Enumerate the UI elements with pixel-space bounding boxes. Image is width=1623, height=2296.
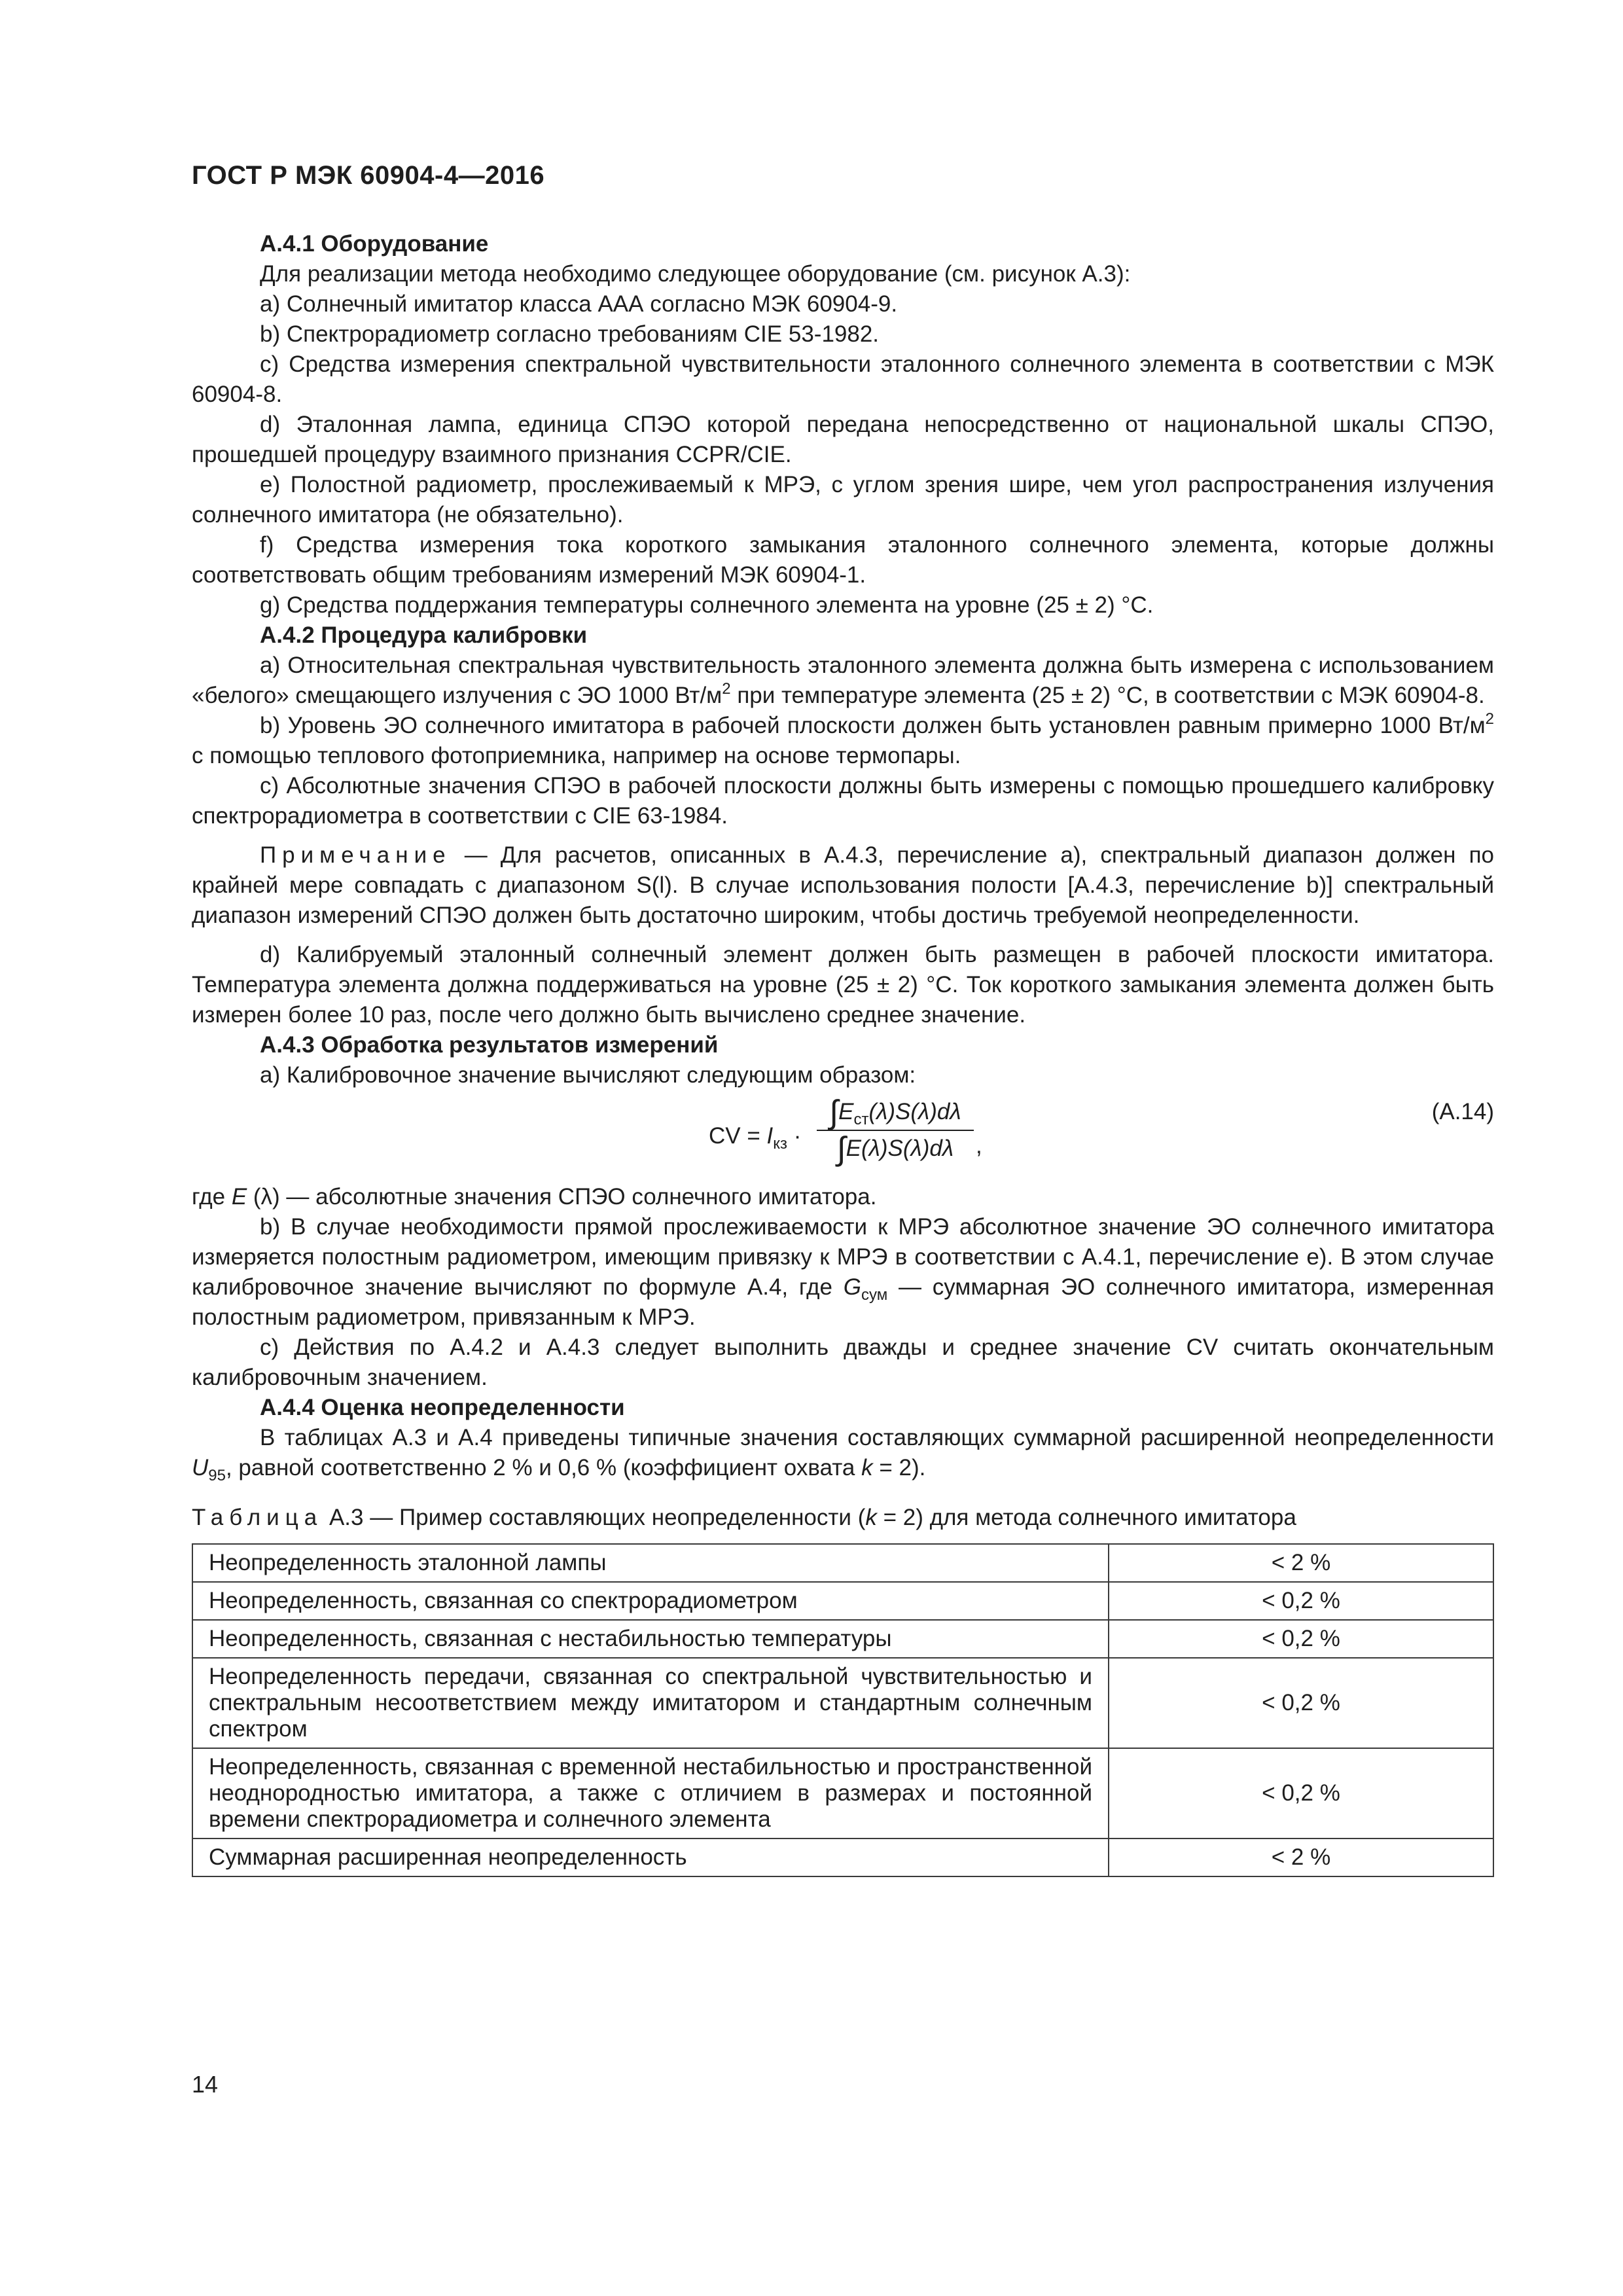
formula-a14 xyxy=(192,1090,1494,1182)
section-heading-a41: А.4.1 Оборудование xyxy=(260,231,489,257)
table-row xyxy=(192,1620,1493,1658)
table-cell-value: < 0,2 % xyxy=(1109,1748,1493,1839)
list-item-a41-d: d) Эталонная лампа, единица СПЭО которой передана непосредственно от национальной шкалы СПЭО, прошедшей процедуру взаимного признания CCPR/CIE. xyxy=(192,412,1494,467)
list-item-a42-d: d) Калибруемый эталонный солнечный элемент должен быть размещен в рабочей плоскости имитатора. Температура элемента должна поддерживаться на уровне (25 ± 2) °С. Ток короткого замыкания элемента должен быть измерен более 10 раз, после чего должно быть вычислено среднее значение. xyxy=(192,942,1494,1028)
table-cell-name: Неопределенность передачи, связанная со спектральной чувствительностью и спектральным несоответствием между имитатором и стандартным солнечным спектром xyxy=(192,1658,1109,1748)
table-cell-value: < 2 % xyxy=(1109,1544,1493,1582)
table-row xyxy=(192,1658,1493,1748)
formula-denominator: ∫E(λ)S(λ)dλ xyxy=(836,1130,954,1167)
formula-where: где E (λ) — абсолютные значения СПЭО солнечного имитатора. xyxy=(192,1184,877,1210)
section-heading-a44: А.4.4 Оценка неопределенности xyxy=(260,1395,625,1420)
list-item-a43-a: а) Калибровочное значение вычисляют следующим образом: xyxy=(260,1062,916,1088)
table-cell-name: Неопределенность, связанная с нестабильностью температуры xyxy=(192,1620,1109,1658)
table-cell-value: < 2 % xyxy=(1109,1839,1493,1876)
table-cell-name: Неопределенность, связанная с временной нестабильностью и пространственной неоднородностью имитатора, а также с отличием в размерах и постоянной времени спектрорадиометра и солнечного элемента xyxy=(192,1748,1109,1839)
table-row xyxy=(192,1839,1493,1876)
list-item-a41-a: a) Солнечный имитатор класса ААА согласно МЭК 60904-9. xyxy=(260,291,898,317)
formula-numerator: $\int E_{ст}(\lambda)S(\lambda)d\lambda$ xyxy=(817,1097,974,1131)
table-row xyxy=(192,1582,1493,1620)
table-cell-value: < 0,2 % xyxy=(1109,1582,1493,1620)
list-item-a41-c: с) Средства измерения спектральной чувствительности эталонного солнечного элемента в соответствии с МЭК 60904-8. xyxy=(192,351,1494,407)
note-label: Примечание xyxy=(260,842,452,868)
table-row xyxy=(192,1748,1493,1839)
paragraph-a41-intro: Для реализации метода необходимо следующее оборудование (см. рисунок А.3): xyxy=(260,261,1131,287)
list-item-a42-a: а) Относительная спектральная чувствительность эталонного элемента должна быть измерена с использованием «белого» смещающего излучения с ЭО 1000 $Вт/м^2$ при температуре элемента (25 ± 2) °С, в соответствии с МЭК 60904-8. xyxy=(192,653,1494,708)
uncertainty-table xyxy=(192,1543,1494,1877)
formula-lhs: CV = $I_{кз}$ · xyxy=(709,1123,802,1153)
list-item-a42-c: с) Абсолютные значения СПЭО в рабочей плоскости должны быть измерены с помощью прошедшего калибровку спектрорадиометра в соответствии с CIE 63-1984. xyxy=(192,773,1494,829)
list-item-a42-b: b) Уровень ЭО солнечного имитатора в рабочей плоскости должен быть установлен равным примерно 1000 $Вт/м^2$ с помощью теплового фотоприемника, например на основе термопары. xyxy=(192,710,1494,768)
note-paragraph: Примечание — Для расчетов, описанных в А.4.3, перечисление а), спектральный диапазон должен по крайней мере совпадать с диапазоном S(l). В случае использования полости [А.4.3, перечисление b)] спектральный диапазон измерений СПЭО должен быть достаточно широким, чтобы достичь требуемой неопределенности. xyxy=(192,842,1494,928)
list-item-a43-c: с) Действия по А.4.2 и А.4.3 следует выполнить дважды и среднее значение CV считать окончательным калибровочным значением. xyxy=(192,1335,1494,1390)
section-heading-a43: А.4.3 Обработка результатов измерений xyxy=(260,1032,719,1058)
table-cell-value: < 0,2 % xyxy=(1109,1658,1493,1748)
list-item-a41-g: g) Средства поддержания температуры солнечного элемента на уровне (25 ± 2) °С. xyxy=(260,592,1154,618)
formula-number: (А.14) xyxy=(1431,1099,1494,1124)
list-item-a43-b: b) В случае необходимости прямой прослеживаемости к МРЭ абсолютное значение ЭО солнечного имитатора измеряется полостным радиометром, имеющим привязку к МРЭ в соответствии с А.4.1, перечисление е). В этом случае калибровочное значение вычисляют по формуле А.4, где $G_{сум}$ — суммарная ЭО солнечного имитатора, измеренная полостным радиометром, привязанным к МРЭ. xyxy=(192,1214,1495,1330)
list-item-a41-e: е) Полостной радиометр, прослеживаемый к МРЭ, с углом зрения шире, чем угол распространения излучения солнечного имитатора (не обязательно). xyxy=(192,472,1494,528)
document-body xyxy=(192,229,1494,1877)
formula-fraction xyxy=(817,1094,974,1167)
formula-comma: , xyxy=(976,1133,982,1158)
table-cell-value: < 0,2 % xyxy=(1109,1620,1493,1658)
paragraph-a44: В таблицах А.3 и А.4 приведены типичные значения составляющих суммарной расширенной неопределенности $U_{95}$, равной соответственно 2 % и 0,6 % (коэффициент охвата k = 2). xyxy=(192,1425,1494,1484)
table-cell-name: Неопределенность, связанная со спектрорадиометром xyxy=(192,1582,1109,1620)
table-cell-name: Неопределенность эталонной лампы xyxy=(192,1544,1109,1582)
list-item-a41-b: b) Спектрорадиометр согласно требованиям CIE 53-1982. xyxy=(260,321,880,347)
list-item-a41-f: f) Средства измерения тока короткого замыкания эталонного солнечного элемента, которые должны соответствовать общим требованиям измерений МЭК 60904-1. xyxy=(192,532,1494,588)
document-header: ГОСТ Р МЭК 60904-4—2016 xyxy=(192,161,545,190)
page-number: 14 xyxy=(192,2071,219,2098)
table-caption: Таблица А.3 — Пример составляющих неопределенности (k = 2) для метода солнечного имитатора xyxy=(192,1505,1296,1530)
section-heading-a42: А.4.2 Процедура калибровки xyxy=(260,622,588,648)
table-cell-name: Суммарная расширенная неопределенность xyxy=(192,1839,1109,1876)
table-row xyxy=(192,1544,1493,1582)
